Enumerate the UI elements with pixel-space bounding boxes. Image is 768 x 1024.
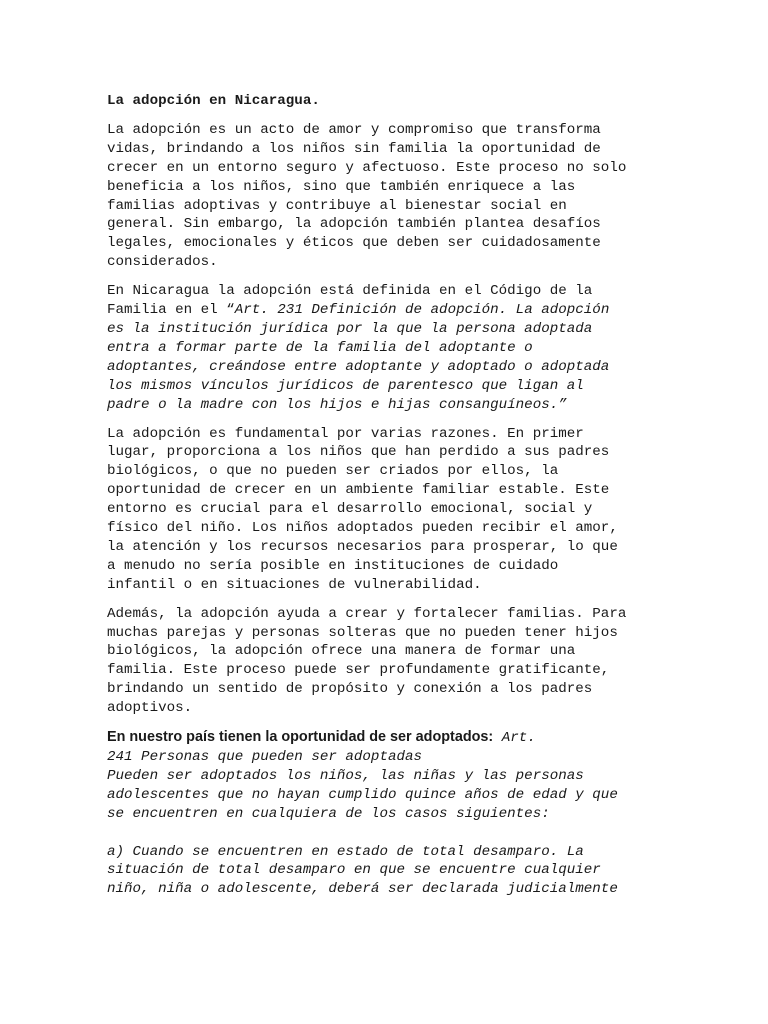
text-line: beneficia a los niños, sino que también enriquece a las — [107, 178, 576, 195]
text-line: biológicos, la adopción ofrece una manera de formar una — [107, 643, 576, 660]
article-quote-line: adolescentes que no hayan cumplido quince años de edad y que — [107, 786, 618, 803]
eligibility-paragraph — [107, 728, 667, 899]
text-line: vidas, brindando a los niños sin familia la oportunidad de — [107, 140, 601, 157]
blank-line — [107, 824, 667, 843]
text-line: considerados. — [107, 254, 218, 271]
importance-paragraph — [107, 425, 667, 595]
text-line: crecer en un entorno seguro y afectuoso. Este proceso no solo — [107, 159, 627, 176]
text-line: general. Sin embargo, la adopción también plantea desafíos — [107, 216, 601, 233]
article-quote-line: los mismos vínculos jurídicos de parentesco que ligan al — [107, 377, 584, 394]
article-quote-segment: Art. — [493, 730, 536, 747]
text-line: brindando un sentido de propósito y conexión a los padres — [107, 681, 593, 698]
article-quote-line: adoptantes, creándose entre adoptante y adoptado o adoptada — [107, 358, 610, 375]
text-line: muchas parejas y personas solteras que no pueden tener hijos — [107, 624, 618, 641]
article-quote-line: Pueden ser adoptados los niños, las niñas y las personas — [107, 767, 584, 784]
article-quote-line: padre o la madre con los hijos e hijas consanguíneos.” — [107, 396, 567, 413]
eligibility-heading: En nuestro país tienen la oportunidad de ser adoptados: — [107, 729, 494, 746]
text-line: a menudo no sería posible en instituciones de cuidado — [107, 557, 559, 574]
article-item-line: a) Cuando se encuentren en estado de total desamparo. La — [107, 843, 584, 860]
text-line: lugar, proporciona a los niños que han perdido a sus padres — [107, 444, 610, 461]
text-line: biológicos, o que no pueden ser criados por ellos, la — [107, 463, 559, 480]
text-line: familia. Este proceso puede ser profundamente gratificante, — [107, 662, 610, 679]
text-line: Además, la adopción ayuda a crear y fortalecer familias. Para — [107, 605, 627, 622]
article-quote-segment: Art. 231 Definición de adopción. La adopción — [234, 302, 610, 319]
article-item-line: situación de total desamparo en que se encuentre cualquier — [107, 862, 601, 879]
intro-paragraph — [107, 121, 667, 272]
text-line — [107, 728, 667, 748]
text-line: legales, emocionales y éticos que deben ser cuidadosamente — [107, 235, 601, 252]
article-quote-line: entra a formar parte de la familia del adoptante o — [107, 339, 533, 356]
text-line: familias adoptivas y contribuye al bienestar social en — [107, 197, 567, 214]
text-line — [107, 301, 667, 320]
text-line: infantil o en situaciones de vulnerabilidad. — [107, 576, 482, 593]
text-line: En Nicaragua la adopción está definida en el Código de la — [107, 283, 593, 300]
document-title: La adopción en Nicaragua. — [107, 93, 320, 109]
text-line: La adopción es un acto de amor y compromiso que transforma — [107, 121, 601, 138]
text-line: adoptivos. — [107, 700, 193, 717]
article-quote-line: se encuentren en cualquiera de los casos siguientes: — [107, 805, 550, 822]
text-segment: Familia en el “ — [107, 302, 235, 319]
families-paragraph — [107, 605, 667, 718]
article-item-line: niño, niña o adolescente, deberá ser declarada judicialmente — [107, 881, 618, 898]
text-line: La adopción es fundamental por varias razones. En primer — [107, 425, 584, 442]
article-quote-line: 241 Personas que pueden ser adoptadas — [107, 749, 423, 765]
article-quote-line: es la institución jurídica por la que la persona adoptada — [107, 320, 593, 337]
text-line: entorno es crucial para el desarrollo emocional, social y — [107, 501, 593, 518]
text-line: oportunidad de crecer en un ambiente familiar estable. Este — [107, 482, 610, 499]
text-line: la atención y los recursos necesarios para prosperar, lo que — [107, 538, 618, 555]
text-line: físico del niño. Los niños adoptados pueden recibir el amor, — [107, 520, 618, 537]
definition-paragraph — [107, 282, 667, 414]
document-page — [107, 92, 667, 909]
